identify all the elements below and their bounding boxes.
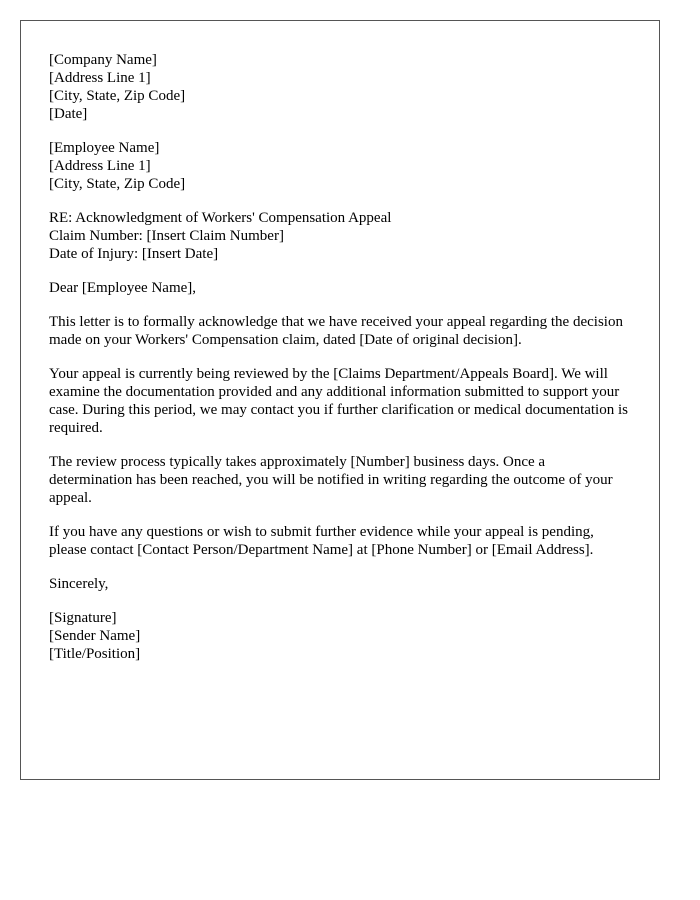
letter-page	[20, 20, 660, 780]
employee-address-line: [Address Line 1]	[49, 158, 151, 174]
body-paragraph-4: If you have any questions or wish to submit further evidence while your appeal is pending, please contact [Contact Person/Department Name] at [Phone Number] or [Email Address].	[49, 524, 594, 558]
sender-address-block	[49, 51, 631, 123]
closing: Sincerely,	[49, 576, 109, 592]
salutation: Dear [Employee Name],	[49, 280, 197, 296]
body-paragraph-2: Your appeal is currently being reviewed by the [Claims Department/Appeals Board]. We will examine the documentation provided and any additional information submitted to support your case. During this period, we may contact you if further clarification or medical documentation is required.	[49, 366, 628, 436]
claim-number-line: Claim Number: [Insert Claim Number]	[49, 228, 284, 244]
recipient-address-block	[49, 139, 631, 193]
sender-title: [Title/Position]	[49, 646, 141, 662]
company-city-state-zip: [City, State, Zip Code]	[49, 88, 186, 104]
subject-line: RE: Acknowledgment of Workers' Compensation Appeal	[49, 210, 392, 226]
body-paragraph-3: The review process typically takes approximately [Number] business days. Once a determination has been reached, you will be notified in writing regarding the outcome of your appeal.	[49, 454, 613, 506]
body-paragraph-1: This letter is to formally acknowledge that we have received your appeal regarding the decision made on your Workers' Compensation claim, dated [Date of original decision].	[49, 314, 623, 348]
company-address-line: [Address Line 1]	[49, 70, 151, 86]
signature: [Signature]	[49, 610, 117, 626]
signature-block	[49, 609, 631, 663]
employee-name: [Employee Name]	[49, 140, 160, 156]
company-name: [Company Name]	[49, 52, 157, 68]
date-of-injury-line: Date of Injury: [Insert Date]	[49, 246, 219, 262]
letter-date: [Date]	[49, 106, 88, 122]
reference-block	[49, 209, 631, 263]
employee-city-state-zip: [City, State, Zip Code]	[49, 176, 186, 192]
sender-name: [Sender Name]	[49, 628, 141, 644]
